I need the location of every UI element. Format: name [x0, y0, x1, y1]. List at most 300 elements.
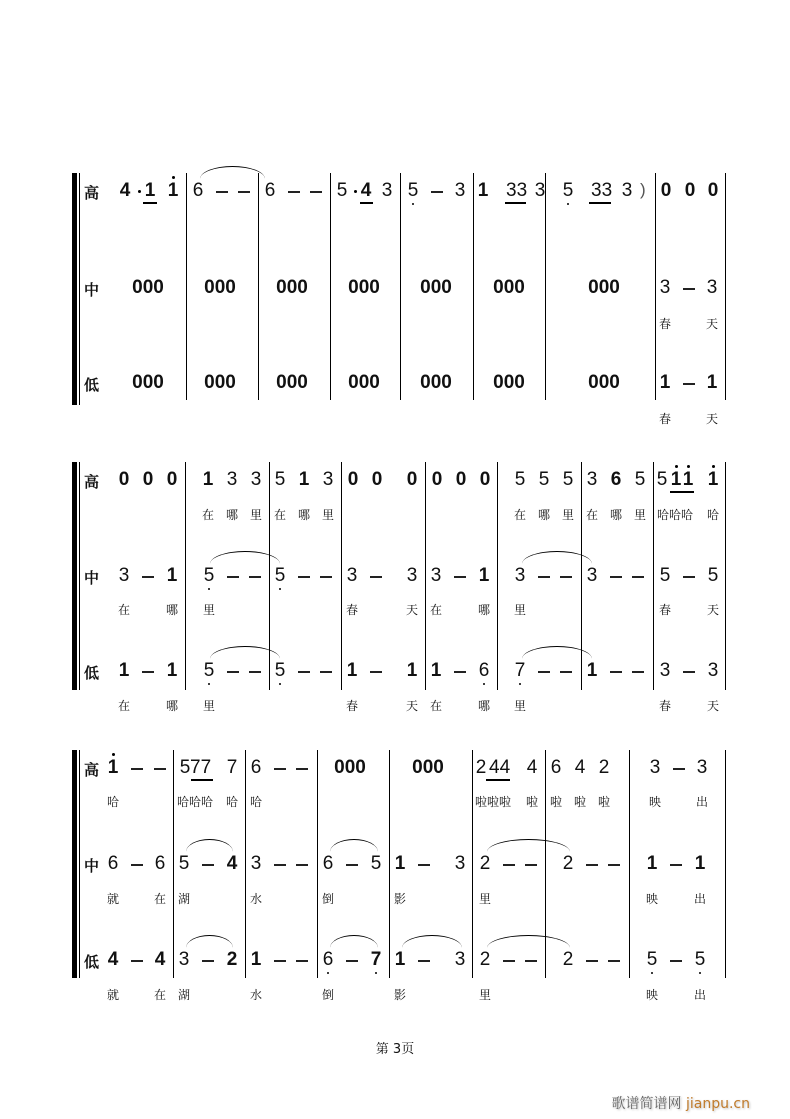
lyric: 出 [693, 892, 706, 906]
note: 5 [336, 180, 348, 201]
lyric: 哪 [477, 603, 490, 617]
extension-dash [370, 576, 382, 578]
lyric: 啦 [597, 795, 610, 809]
high-octave-dot [712, 465, 715, 468]
bar-line [473, 173, 474, 400]
extension-dash [560, 576, 572, 578]
lyric: 湖 [177, 988, 190, 1002]
lyric: 倒 [321, 892, 334, 906]
bar-line [497, 462, 498, 690]
lyric: 哪 [537, 508, 550, 522]
extension-dash [560, 671, 572, 673]
note: 3 [226, 469, 238, 490]
system-bracket-thin [79, 462, 80, 690]
note: 0 [347, 469, 359, 490]
extension-dash [683, 383, 695, 385]
lyric: 水 [249, 892, 262, 906]
lyric: 倒 [321, 988, 334, 1002]
extension-dash [249, 576, 261, 578]
extension-dash [670, 864, 682, 866]
note: 0 [707, 180, 719, 201]
low-octave-dot [519, 683, 521, 685]
voice-label: 中 [84, 569, 100, 587]
lyric: 映 [645, 988, 658, 1002]
watermark [612, 1093, 750, 1113]
high-octave-dot [675, 465, 678, 468]
note: 0 [684, 180, 696, 201]
note: 5 [634, 469, 646, 490]
rest-group: 000 [420, 372, 452, 393]
lyric: 里 [321, 508, 334, 522]
note: 0 [142, 469, 154, 490]
extension-dash [632, 576, 644, 578]
note: 3 [707, 660, 719, 681]
low-octave-dot [699, 972, 701, 974]
extension-dash [346, 960, 358, 962]
low-octave-dot [375, 972, 377, 974]
note: 3 [118, 565, 130, 586]
bar-line [472, 750, 473, 978]
eighth-underline [360, 202, 373, 204]
note: 2 [562, 853, 574, 874]
note-high-1: 1 [167, 180, 179, 201]
extension-dash [538, 671, 550, 673]
low-octave-dot [567, 203, 569, 205]
note: 5 [203, 660, 215, 681]
note: 1 [166, 660, 178, 681]
extension-dash [454, 671, 466, 673]
lyric: 在 [429, 699, 442, 713]
low-octave-dot [651, 972, 653, 974]
voice-label: 低 [84, 664, 100, 682]
extension-dash [296, 768, 308, 770]
lyric: 春 [658, 317, 671, 331]
note: 5 [514, 469, 526, 490]
lyric: 哈 [249, 795, 262, 809]
page-number: 第 3页 [375, 1042, 415, 1057]
note: 3 [621, 180, 633, 201]
lyric: 在 [585, 508, 598, 522]
extension-dash [320, 671, 332, 673]
extension-dash [538, 576, 550, 578]
lyric: 在 [117, 603, 130, 617]
rest-group: 000 [276, 372, 308, 393]
lyric: 春 [658, 699, 671, 713]
lyric: 在 [513, 508, 526, 522]
extension-dash [670, 960, 682, 962]
note: 33 [591, 180, 613, 201]
lyric: 哪 [165, 699, 178, 713]
note-high-1: 1 [670, 469, 682, 490]
note: 1 [477, 180, 489, 201]
tie-slur [186, 839, 233, 852]
rest-group: 000 [132, 277, 164, 298]
extension-dash [296, 960, 308, 962]
lyric: 里 [478, 988, 491, 1002]
note: 2 [226, 949, 238, 970]
extension-dash [296, 864, 308, 866]
bar-line [725, 750, 726, 978]
lyric: 哈哈哈 [176, 795, 213, 809]
eighth-underline [486, 779, 510, 781]
note-high-1: 1 [107, 757, 119, 778]
lyric: 在 [273, 508, 286, 522]
note: 5 [707, 565, 719, 586]
rest-group: 000 [204, 277, 236, 298]
system-bracket [72, 750, 77, 978]
note: 77 [190, 757, 212, 778]
lyric: 哪 [609, 508, 622, 522]
note: 0 [431, 469, 443, 490]
eighth-underline [670, 491, 694, 493]
lyric: 啦 [573, 795, 586, 809]
low-octave-dot [208, 588, 210, 590]
extension-dash [298, 671, 310, 673]
note: 0 [166, 469, 178, 490]
lyric: 就 [106, 892, 119, 906]
note: 3 [430, 565, 442, 586]
extension-dash [238, 191, 250, 193]
bar-line [173, 750, 174, 978]
lyric: 哪 [477, 699, 490, 713]
lyric: 里 [513, 603, 526, 617]
extension-dash [673, 768, 685, 770]
rest-group: 000 [204, 372, 236, 393]
voice-label: 高 [84, 473, 100, 491]
system-bracket-thin [79, 173, 80, 405]
rest-group: 000 [493, 372, 525, 393]
note: 1 [646, 853, 658, 874]
extension-dash [274, 864, 286, 866]
note: 3 [586, 469, 598, 490]
extension-dash [608, 864, 620, 866]
bar-line [185, 462, 186, 690]
note: 4 [107, 949, 119, 970]
extension-dash [683, 576, 695, 578]
note: 5 [538, 469, 550, 490]
note: 5 [179, 757, 191, 778]
tie-slur [487, 839, 570, 852]
note: 5 [407, 180, 419, 201]
note: 2 [479, 949, 491, 970]
note: 3 [659, 660, 671, 681]
extension-dash [320, 576, 332, 578]
lyric: 春 [658, 412, 671, 426]
extension-dash [586, 864, 598, 866]
lyric: 出 [693, 988, 706, 1002]
bar-line [425, 462, 426, 690]
lyric: 在 [117, 699, 130, 713]
note: 5 [562, 180, 574, 201]
extension-dash [418, 960, 430, 962]
note: 3 [706, 277, 718, 298]
note: 7 [514, 660, 526, 681]
rest-group: 000 [348, 277, 380, 298]
bar-line [629, 750, 630, 978]
note: 5 [656, 469, 668, 490]
note: 3 [454, 180, 466, 201]
extension-dash [310, 191, 322, 193]
lyric: 啦 [549, 795, 562, 809]
lyric: 里 [633, 508, 646, 522]
note: 3 [454, 853, 466, 874]
extension-dash [131, 864, 143, 866]
note: 1 [430, 660, 442, 681]
lyric: 哈 [225, 795, 238, 809]
eighth-underline [589, 202, 611, 204]
extension-dash [525, 960, 537, 962]
note: 1 [586, 660, 598, 681]
note: 6 [322, 853, 334, 874]
lyric: 天 [706, 699, 719, 713]
extension-dash [298, 576, 310, 578]
low-octave-dot [412, 203, 414, 205]
extension-dash [202, 864, 214, 866]
note: 4 [360, 180, 372, 201]
note: 1 [706, 372, 718, 393]
lyric: 春 [345, 699, 358, 713]
eighth-underline [191, 779, 213, 781]
low-octave-dot [208, 683, 210, 685]
lyric: 就 [106, 988, 119, 1002]
extension-dash [431, 191, 443, 193]
note: 6 [550, 757, 562, 778]
rest-group: 000 [493, 277, 525, 298]
note: 1 [406, 660, 418, 681]
note: 4 [574, 757, 586, 778]
low-octave-dot [279, 683, 281, 685]
rest-group: 000 [276, 277, 308, 298]
lyric: 哪 [297, 508, 310, 522]
rest-group: 000 [588, 277, 620, 298]
extension-dash [274, 768, 286, 770]
note: 0 [455, 469, 467, 490]
note: 1 [394, 853, 406, 874]
note: 3 [586, 565, 598, 586]
lyric: 哈 [706, 508, 719, 522]
extension-dash [608, 960, 620, 962]
lyric: 啦 [525, 795, 538, 809]
extension-dash [683, 288, 695, 290]
extension-dash [202, 960, 214, 962]
note: 5 [370, 853, 382, 874]
extension-dash [586, 960, 598, 962]
note: 6 [192, 180, 204, 201]
note: 2 [475, 757, 487, 778]
bar-line [341, 462, 342, 690]
note: 4 [526, 757, 538, 778]
note: 4 [119, 180, 131, 201]
note: 2 [562, 949, 574, 970]
extension-dash [216, 191, 228, 193]
extension-dash [131, 768, 143, 770]
extension-dash [227, 671, 239, 673]
extension-dash [274, 960, 286, 962]
note: 6 [264, 180, 276, 201]
bar-line [653, 462, 654, 690]
note: 3 [659, 277, 671, 298]
note: 3 [250, 853, 262, 874]
note: 0 [406, 469, 418, 490]
lyric: 天 [705, 412, 718, 426]
note: 4 [226, 853, 238, 874]
note: 5 [694, 949, 706, 970]
note-high-1: 1 [707, 469, 719, 490]
note: 5 [203, 565, 215, 586]
tie-slur [330, 839, 378, 852]
note: 3 [534, 180, 546, 201]
bar-line [545, 173, 546, 400]
lyric: 在 [153, 892, 166, 906]
voice-label: 中 [84, 281, 100, 299]
high-octave-dot [172, 176, 175, 179]
extension-dash [610, 671, 622, 673]
extension-dash [249, 671, 261, 673]
extension-dash [503, 960, 515, 962]
rest-group: 000 [132, 372, 164, 393]
note: 3 [406, 565, 418, 586]
note: 5 [659, 565, 671, 586]
high-octave-dot [687, 465, 690, 468]
note: 5 [274, 469, 286, 490]
note: 3 [649, 757, 661, 778]
extension-dash [610, 576, 622, 578]
note: 6 [478, 660, 490, 681]
bar-line [725, 173, 726, 400]
lyric: 里 [561, 508, 574, 522]
bar-line [725, 462, 726, 690]
note: 3 [178, 949, 190, 970]
rest-group: 000 [334, 757, 366, 778]
lyric: 春 [345, 603, 358, 617]
note: 1 [659, 372, 671, 393]
lyric: 湖 [177, 892, 190, 906]
lyric: 天 [705, 317, 718, 331]
note: 0 [371, 469, 383, 490]
bar-line [400, 173, 401, 400]
watermark-url: jianpu.cn [685, 1096, 750, 1112]
extension-dash [525, 864, 537, 866]
rest-group: 000 [588, 372, 620, 393]
low-octave-dot [483, 683, 485, 685]
note: 2 [598, 757, 610, 778]
note: 6 [322, 949, 334, 970]
lyric: 影 [393, 988, 406, 1002]
lyric: 春 [658, 603, 671, 617]
rest-group: 000 [412, 757, 444, 778]
lyric: 在 [429, 603, 442, 617]
note: 5 [646, 949, 658, 970]
watermark-site-name: 歌谱简谱网 [611, 1096, 682, 1112]
note: 6 [610, 469, 622, 490]
note: 6 [250, 757, 262, 778]
high-octave-dot [112, 753, 115, 756]
note: 2 [479, 853, 491, 874]
note: 3 [454, 949, 466, 970]
note: 1 [144, 180, 156, 201]
lyric: 哪 [225, 508, 238, 522]
note: 5 [274, 565, 286, 586]
extension-dash [503, 864, 515, 866]
note: 33 [506, 180, 528, 201]
rest-group: 000 [420, 277, 452, 298]
note: 5 [274, 660, 286, 681]
bar-line [317, 750, 318, 978]
voice-label: 低 [84, 376, 100, 394]
note: 1 [394, 949, 406, 970]
low-octave-dot [327, 972, 329, 974]
note: 3 [381, 180, 393, 201]
extension-dash [454, 576, 466, 578]
note: 1 [118, 660, 130, 681]
eighth-underline [143, 202, 157, 204]
note: 4 [154, 949, 166, 970]
lyric: 哈哈哈 [656, 508, 693, 522]
lyric: 里 [478, 892, 491, 906]
closing-paren: ) [640, 180, 646, 199]
bar-line [258, 173, 259, 400]
note: 1 [298, 469, 310, 490]
voice-label: 低 [84, 953, 100, 971]
note: 3 [514, 565, 526, 586]
note: 0 [660, 180, 672, 201]
note: 6 [154, 853, 166, 874]
system-bracket [72, 462, 77, 690]
extension-dash [142, 671, 154, 673]
note: 0 [118, 469, 130, 490]
lyric: 哪 [165, 603, 178, 617]
note: 3 [696, 757, 708, 778]
voice-label: 高 [84, 761, 100, 779]
note: 3 [250, 469, 262, 490]
lyric: 映 [648, 795, 661, 809]
lyric: 天 [405, 699, 418, 713]
bar-line [330, 173, 331, 400]
lyric: 影 [393, 892, 406, 906]
lyric: 里 [513, 699, 526, 713]
note: 6 [107, 853, 119, 874]
note: 1 [478, 565, 490, 586]
extension-dash [227, 576, 239, 578]
note: 1 [166, 565, 178, 586]
extension-dash [154, 768, 166, 770]
lyric: 哈 [106, 795, 119, 809]
extension-dash [288, 191, 300, 193]
extension-dash [418, 864, 430, 866]
extension-dash [346, 864, 358, 866]
lyric: 里 [249, 508, 262, 522]
voice-label: 中 [84, 857, 100, 875]
bar-line [186, 173, 187, 400]
extension-dash [131, 960, 143, 962]
extension-dash [632, 671, 644, 673]
lyric: 映 [645, 892, 658, 906]
voice-label: 高 [84, 184, 100, 202]
bar-line [389, 750, 390, 978]
system-bracket [72, 173, 77, 405]
note: 1 [694, 853, 706, 874]
rest-group: 000 [348, 372, 380, 393]
tie-slur [330, 935, 378, 948]
note-high-1: 1 [682, 469, 694, 490]
lyric: 天 [706, 603, 719, 617]
note: 7 [226, 757, 238, 778]
tie-slur [200, 166, 265, 179]
note: 5 [178, 853, 190, 874]
tie-slur [402, 935, 462, 948]
note: 3 [346, 565, 358, 586]
lyric: 里 [202, 603, 215, 617]
